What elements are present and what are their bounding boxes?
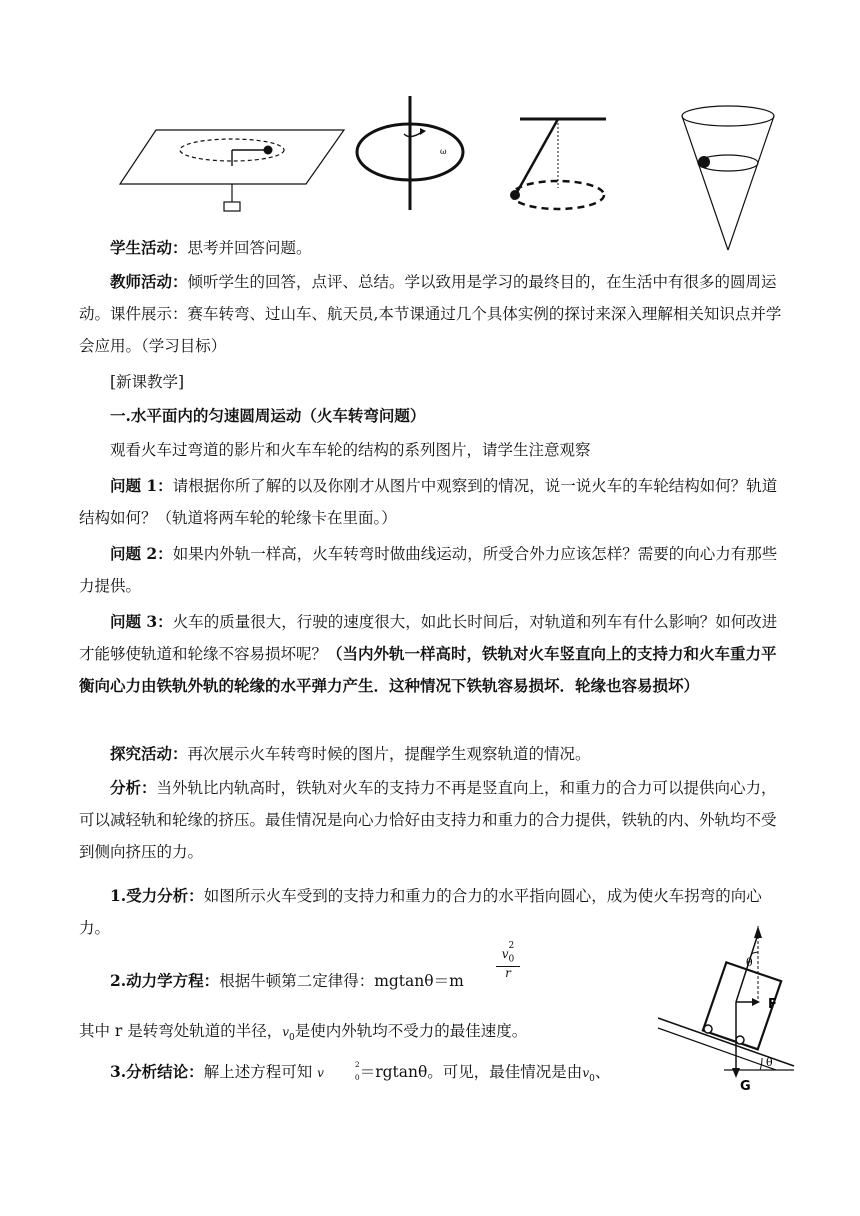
question-3	[79, 606, 789, 702]
analysis	[79, 772, 789, 868]
label: 教师活动：	[110, 272, 188, 291]
v0-symbol-2: v	[582, 1066, 590, 1080]
fraction-numerator	[496, 941, 520, 967]
omega-label: ω	[440, 147, 447, 156]
figure-rotating-ring	[352, 96, 472, 212]
figure-conical-pendulum	[506, 116, 610, 214]
text: 如果内外轨一样高，火车转弯时做曲线运动，所受合外力应该怎样？需要的向心力有那些力提供。	[79, 545, 778, 595]
bold-note: （当内外轨一样高时，铁轨对火车竖直向上的支持力和火车重力平衡向心力由铁轨外轨的轮缘的水平弹力产生．这种情况下铁轨容易损坏．轮缘也容易损坏）	[79, 644, 777, 695]
new-lesson-heading: [新课教学]	[110, 373, 185, 391]
sub: 0	[289, 1033, 295, 1044]
text: 当外轨比内轨高时，铁轨对火车的支持力不再是竖直向上，和重力的合力可以提供向心力，可以减轻轨和轮缘的挤压。最佳情况是向心力恰好由支持力和重力的合力提供，铁轨的内、外轨均不受到侧向挤压的力。	[79, 779, 777, 861]
question-2	[79, 538, 789, 602]
text-b: ＝rgtanθ。可见，最佳情况是由	[359, 1063, 583, 1081]
v0-symbol: v	[317, 1066, 324, 1080]
v-symbol: v	[501, 947, 509, 961]
explore-activity	[79, 738, 789, 770]
label: 问题 1：	[110, 476, 173, 495]
sup: 2	[508, 941, 515, 951]
text-c: 、	[594, 1063, 611, 1081]
label: 分析：	[110, 778, 157, 797]
watch-instruction: 观看火车过弯道的影片和火车车轮的结构的系列图片，请学生注意观察	[110, 441, 591, 459]
section-title: 一.水平面内的匀速圆周运动（火车转弯问题）	[110, 406, 426, 425]
text-a: 解上述方程可知	[203, 1063, 318, 1081]
text: 再次展示火车转弯时候的图片，提醒学生观察轨道的情况。	[187, 745, 591, 763]
label: 学生活动：	[110, 238, 188, 257]
figure-banked-track-forces	[654, 924, 800, 1090]
fraction-denominator: r	[505, 966, 511, 981]
text: 根据牛顿第二定律得：mgtanθ＝m	[219, 972, 464, 990]
teacher-activity	[79, 266, 789, 362]
sub: 0	[508, 954, 515, 965]
sub: 0	[354, 1072, 360, 1082]
label: 1.受力分析：	[110, 886, 204, 905]
text: 思考并回答问题。	[187, 239, 312, 257]
label: 问题 3：	[110, 612, 173, 631]
text: 火车的质量很大，行驶的速度很大，如此长时间后，对轨道和列车有什么影响？如何改进才能够使轨道和轮缘不容易损坏呢？	[79, 613, 778, 663]
student-activity	[79, 232, 789, 264]
sup: 2	[354, 1060, 360, 1069]
label: 2.动力学方程：	[110, 971, 220, 990]
figure-horizontal-plane	[118, 122, 348, 214]
fraction-v0sq-over-r	[496, 941, 520, 981]
label: 探究活动：	[110, 744, 188, 763]
text: 如图所示火车受到的支持力和重力的合力的水平指向圆心，成为使火车拐弯的向心力。	[79, 887, 762, 937]
sub: 0	[589, 1074, 595, 1085]
label: 3.分析结论：	[110, 1062, 204, 1081]
theta-bottom-label: θ	[766, 1056, 773, 1069]
v0-symbol: v	[282, 1025, 290, 1039]
theta-top-label: θ	[746, 956, 753, 969]
item-2-dynamics-equation	[79, 965, 619, 997]
text-a: 其中 r 是转弯处轨道的半径，	[79, 1022, 283, 1040]
question-1	[79, 470, 789, 534]
text-b: 是使内外轨均不受力的最佳速度。	[294, 1022, 528, 1040]
text: 请根据你所了解的以及你刚才从图片中观察到的情况，说一说火车的车轮结构如何？轨道结构如何？（轨道将两车轮的轮缘卡在里面。）	[79, 477, 778, 527]
force-f-label: F	[768, 997, 777, 1012]
label: 问题 2：	[110, 544, 173, 563]
item-3-conclusion	[79, 1056, 649, 1095]
text: 倾听学生的回答，点评、总结。学以致用是学习的最终目的，在生活中有很多的圆周运动。课件展示：赛车转弯、过山车、航天员,本节课通过几个具体实例的探讨来深入理解相关知识点并学会应用。（学习目标）	[79, 273, 782, 355]
force-g-label: G	[740, 1079, 751, 1090]
